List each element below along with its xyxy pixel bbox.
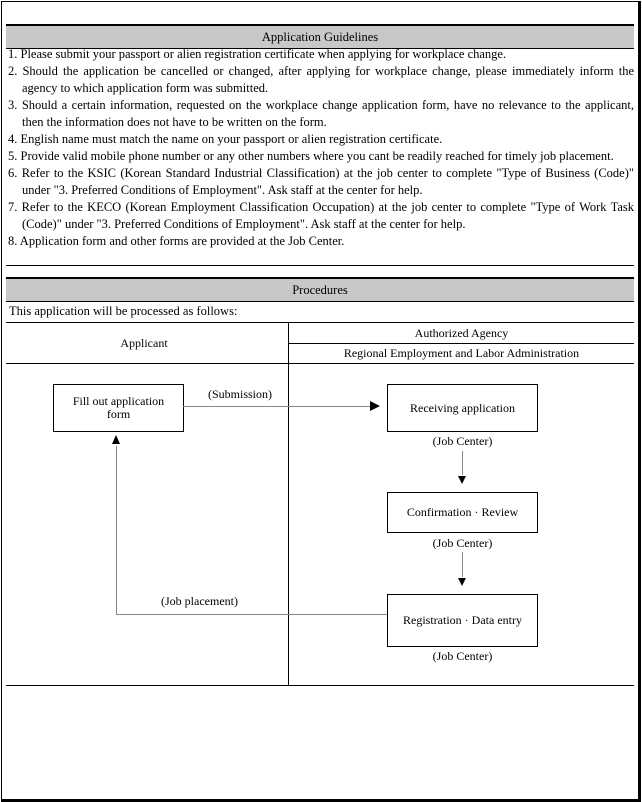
procedures-intro: This application will be processed as follows: <box>9 304 238 318</box>
table-top-line <box>6 322 634 323</box>
down-arrowhead-icon-2 <box>458 578 466 586</box>
submission-arrowhead-icon <box>370 401 380 411</box>
job-center-label-3: (Job Center) <box>432 649 493 663</box>
guideline-item-7: 7. Refer to the KECO (Korean Employment Classification Occupation) at the job center to complete "Type of Work Task (Code)" under "3. Preferred Conditions of Employment". Ask staff at the center for help. <box>8 200 634 231</box>
submission-arrow-line <box>183 406 371 407</box>
procedures-header: Procedures <box>6 277 634 302</box>
confirmation-review-box <box>387 492 538 533</box>
job-center-label-2: (Job Center) <box>432 536 493 550</box>
receiving-application-box <box>387 384 538 432</box>
receiving-application-label: Receiving application <box>410 400 515 415</box>
guideline-item-6: 6. Refer to the KSIC (Korean Standard Industrial Classification) at the job center to complete "Type of Business (Code)" under "3. Preferred Conditions of Employment". Ask staff at the center for help. <box>8 166 634 197</box>
guidelines-header: Application Guidelines <box>6 24 634 49</box>
job-placement-line <box>116 614 387 615</box>
agency-header-divider <box>289 343 634 344</box>
table-bottom-line <box>6 685 634 686</box>
confirmation-review-label: Confirmation · Review <box>406 505 519 519</box>
guideline-item-5: 5. Provide valid mobile phone number or any other numbers where you cant be readily reached for timely job placement. <box>8 149 614 163</box>
fill-out-application-box <box>53 384 184 432</box>
job-placement-label: (Job placement) <box>161 594 238 608</box>
section-divider <box>6 265 634 266</box>
agency-column-subheader: Regional Employment and Labor Administration <box>343 346 580 360</box>
guideline-item-3: 3. Should a certain information, requested on the workplace change application form, have no relevance to the applicant, then the information does not have to be written on the form. <box>8 98 634 129</box>
job-center-label-1: (Job Center) <box>432 434 493 448</box>
guideline-item-2: 2. Should the application be cancelled or changed, after applying for workplace change, please immediately inform the agency to which application form was submitted. <box>8 64 634 95</box>
guideline-item-8: 8. Application form and other forms are provided at the Job Center. <box>8 234 345 248</box>
guideline-item-4: 4. English name must match the name on your passport or alien registration certificate. <box>8 132 443 146</box>
down-arrowhead-icon-1 <box>458 476 466 484</box>
table-header-bottom-line <box>6 363 634 364</box>
applicant-column-header: Applicant <box>120 336 168 350</box>
registration-data-entry-box <box>387 594 538 647</box>
agency-column-header: Authorized Agency <box>414 326 509 340</box>
down-arrow-line-2 <box>462 552 463 577</box>
job-placement-up-line <box>116 446 117 615</box>
up-arrowhead-icon <box>112 435 120 444</box>
column-divider <box>288 322 289 686</box>
submission-label: (Submission) <box>208 387 273 401</box>
registration-data-entry-label: Registration · Data entry <box>403 613 522 627</box>
fill-out-application-label: Fill out application form <box>72 394 165 421</box>
down-arrow-line-1 <box>462 451 463 475</box>
guideline-item-1: 1. Please submit your passport or alien registration certificate when applying for workplace change. <box>8 47 507 61</box>
guidelines-list <box>8 46 634 250</box>
